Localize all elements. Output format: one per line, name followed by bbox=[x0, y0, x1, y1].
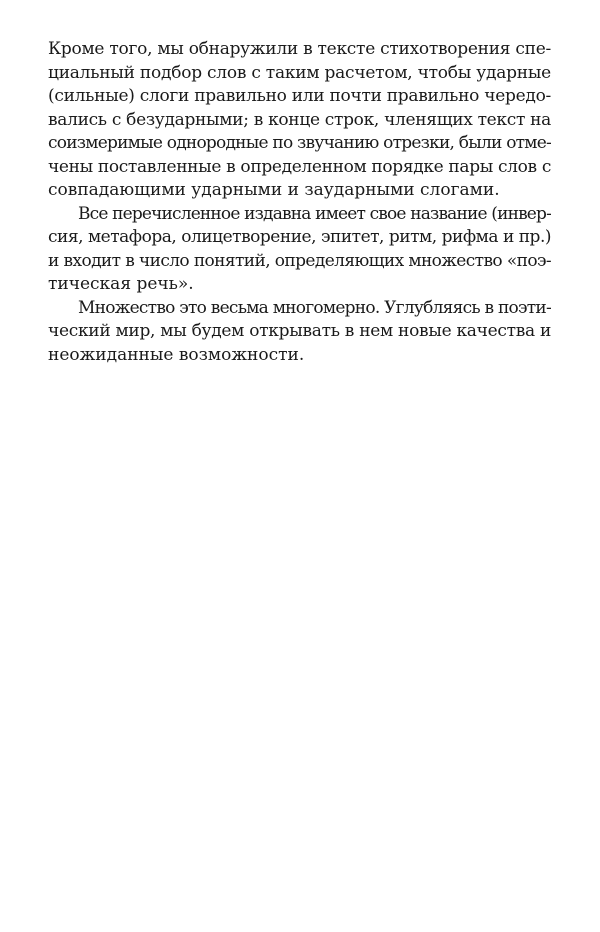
text-line: (сильные) слоги правильно или почти правильно чередо- bbox=[48, 86, 551, 106]
text-line: ческий мир, мы будем открывать в нем новые качества и bbox=[48, 321, 551, 341]
body-text bbox=[48, 38, 551, 367]
text-line: Кроме того, мы обнаружили в тексте стихотворения спе- bbox=[48, 39, 551, 59]
text-line: Все перечисленное издавна имеет свое название (инвер- bbox=[78, 203, 551, 224]
text-line: циальный подбор слов с таким расчетом, чтобы ударные bbox=[48, 62, 551, 83]
text-line: тическая речь». bbox=[48, 274, 194, 294]
text-line: чены поставленные в определенном порядке пары слов с bbox=[48, 156, 551, 177]
text-line: соизмеримые однородные по звучанию отрезки, были отме- bbox=[48, 133, 551, 153]
text-line: совпадающими ударными и заударными слогами. bbox=[48, 180, 500, 200]
text-line: и входит в число понятий, определяющих множество «поэ- bbox=[48, 250, 551, 271]
paragraph-1 bbox=[48, 38, 551, 203]
text-line: Множество это весьма многомерно. Углубляясь в поэти- bbox=[78, 297, 551, 318]
text-line: неожиданные возможности. bbox=[48, 344, 305, 365]
paragraph-2 bbox=[48, 203, 551, 297]
text-line: сия, метафора, олицетворение, эпитет, ритм, рифма и пр.) bbox=[48, 227, 551, 247]
text-line: вались с безударными; в конце строк, членящих текст на bbox=[48, 109, 551, 130]
paragraph-3 bbox=[48, 297, 551, 368]
